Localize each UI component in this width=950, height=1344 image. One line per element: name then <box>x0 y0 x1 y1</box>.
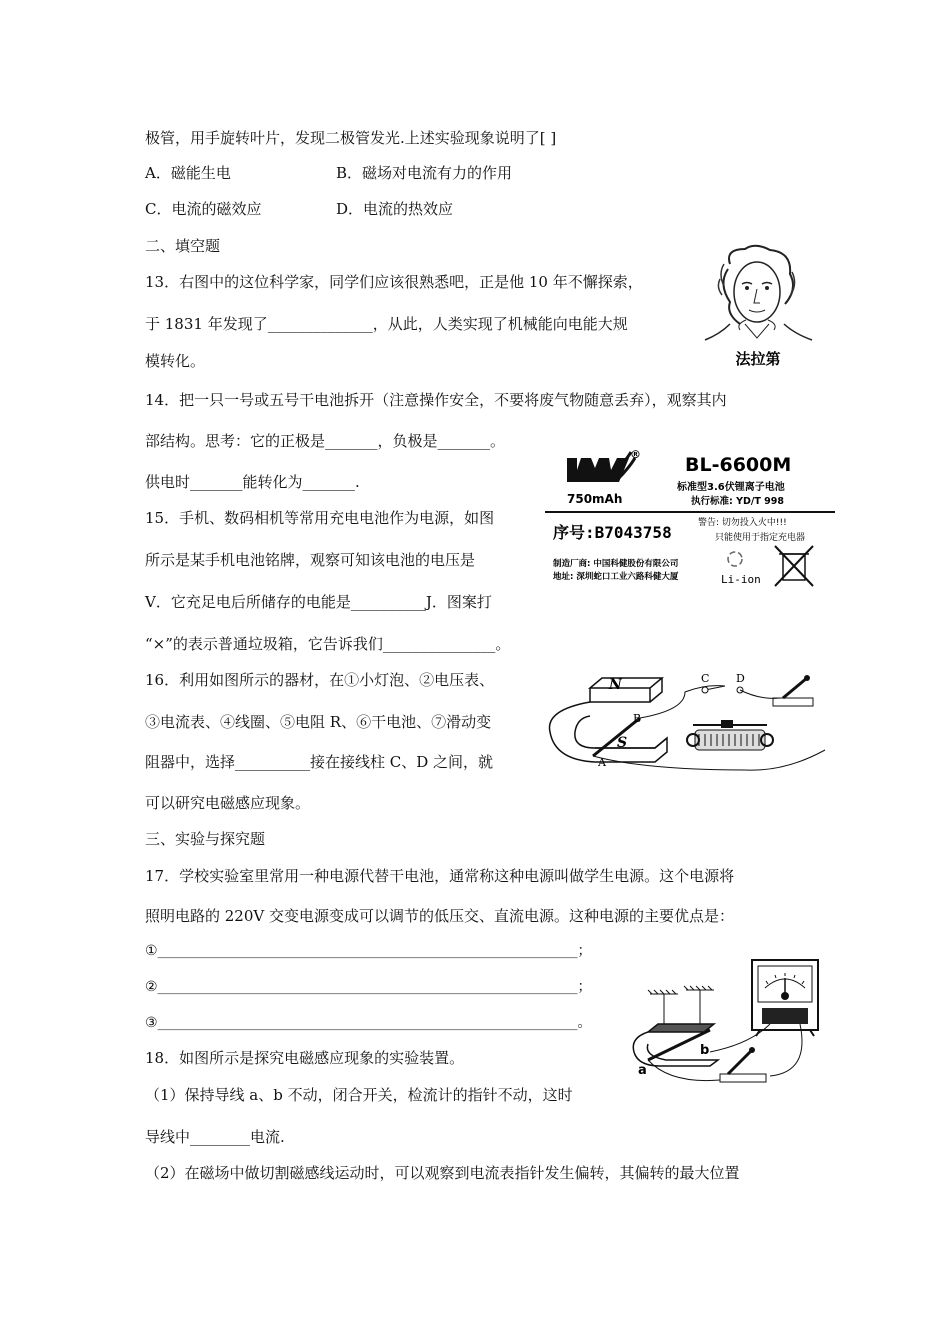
battery-maker: 制造厂商: 中国科健股份有限公司 <box>553 559 679 569</box>
q15-line-4: “×”的表示普通垃圾箱，它告诉我们_______________。 <box>145 635 511 653</box>
q13-line-3: 模转化。 <box>145 352 206 370</box>
q16-apparatus-drawing <box>545 670 845 780</box>
q12-option-d[interactable]: D．电流的热效应 <box>336 200 454 218</box>
battery-label-drawing <box>545 446 835 598</box>
label-c: C <box>701 672 710 685</box>
q14-line-3: 供电时_______能转化为_______. <box>145 473 360 491</box>
q17-answer-2[interactable]: ②____________________________________________________________； <box>145 979 592 995</box>
terminal-c[interactable] <box>702 687 708 693</box>
q15-line-2: 所示是某手机电池铭牌，观察可知该电池的电压是 <box>145 551 476 569</box>
faraday-caption: 法拉第 <box>735 350 781 368</box>
q18-apparatus-drawing <box>630 952 830 1102</box>
q12-option-b[interactable]: B．磁场对电流有力的作用 <box>336 164 513 182</box>
battery-serial: 序号:B7043758 <box>553 523 672 542</box>
q12-option-a[interactable]: A．磁能生电 <box>145 164 231 182</box>
battery-warning-charger: 只能使用于指定充电器 <box>715 533 806 543</box>
q17-line-1: 17．学校实验室里常用一种电源代替干电池，通常称这种电源叫做学生电源。这个电源将 <box>145 867 735 885</box>
magnet-s-pole: S <box>617 735 628 751</box>
recycle-icon <box>728 552 742 566</box>
section-fill-in-heading: 二、填空题 <box>145 237 221 255</box>
q13-line-1: 13．右图中的这位科学家，同学们应该很熟悉吧，正是他 10 年不懈探索， <box>145 273 643 291</box>
q18-line-4: （2）在磁场中做切割磁感线运动时，可以观察到电流表指针发生偏转，其偏转的最大位置 <box>145 1164 740 1182</box>
battery-address: 地址: 深圳蛇口工业六路科健大厦 <box>553 572 679 582</box>
label-d: D <box>736 672 745 685</box>
battery-standard: 执行标准: YD/T 998 <box>691 496 784 507</box>
battery-warning-fire: 警告: 切勿投入火中!!! <box>698 518 787 528</box>
q18-line-2: （1）保持导线 a、b 不动，闭合开关，检流计的指针不动，这时 <box>145 1086 573 1104</box>
faraday-portrait-drawing <box>700 244 815 369</box>
battery-liion: Li-ion <box>721 573 761 586</box>
q16-line-2: ③电流表、④线圈、⑤电阻 R、⑥干电池、⑦滑动变 <box>145 713 492 731</box>
q15-line-3: V．它充足电后所储存的电能是__________J．图案打 <box>145 593 492 611</box>
q12-option-c[interactable]: C．电流的磁效应 <box>145 200 262 218</box>
label-b: b <box>700 1043 710 1058</box>
crossed-trash-bin-icon <box>775 546 813 586</box>
registered-mark: ® <box>630 448 641 461</box>
faraday-portrait-figure <box>700 244 815 369</box>
battery-brand-logo <box>567 452 635 482</box>
battery-type: 标准型3.6伏锂离子电池 <box>677 482 785 493</box>
q17-answer-3[interactable]: ③____________________________________________________________。 <box>145 1015 592 1031</box>
q14-line-1: 14．把一只一号或五号干电池拆开（注意操作安全，不要将废气物随意丢弃），观察其内 <box>145 391 727 409</box>
q13-line-2: 于 1831 年发现了______________，从此，人类实现了机械能向电能大规 <box>145 315 628 333</box>
q16-apparatus-figure <box>545 670 845 780</box>
magnet-n-pole: N <box>609 677 622 693</box>
galvanometer-icon <box>752 960 818 1036</box>
label-a: a <box>638 1063 647 1078</box>
label-b: B <box>633 712 642 725</box>
q18-apparatus-figure <box>630 952 830 1102</box>
q16-line-1: 16．利用如图所示的器材，在①小灯泡、②电压表、 <box>145 671 495 689</box>
q18-line-1: 18．如图所示是探究电磁感应现象的实验装置。 <box>145 1049 465 1067</box>
battery-capacity: 750mAh <box>567 492 623 506</box>
battery-label-figure <box>545 446 835 598</box>
q16-line-4: 可以研究电磁感应现象。 <box>145 794 311 812</box>
rheostat-icon <box>687 720 773 750</box>
q14-line-2: 部结构。思考：它的正极是_______，负极是_______。 <box>145 432 506 450</box>
q16-line-3: 阻器中，选择__________接在接线柱 C、D 之间，就 <box>145 753 494 771</box>
label-a: A <box>598 756 606 769</box>
switch-icon[interactable] <box>773 675 813 706</box>
battery-model: BL-6600M <box>685 454 792 476</box>
q12-stem-line: 极管，用手旋转叶片，发现二极管发光.上述实验现象说明了[ ] <box>145 129 557 147</box>
q18-line-3: 导线中________电流. <box>145 1128 285 1146</box>
q17-answer-1[interactable]: ①____________________________________________________________； <box>145 943 592 959</box>
q17-line-2: 照明电路的 220V 交变电源变成可以调节的低压交、直流电源。这种电源的主要优点是： <box>145 907 735 925</box>
q15-line-1: 15．手机、数码相机等常用充电电池作为电源，如图 <box>145 509 495 527</box>
switch-icon[interactable] <box>720 1047 766 1082</box>
section-experiment-heading: 三、实验与探究题 <box>145 830 266 848</box>
